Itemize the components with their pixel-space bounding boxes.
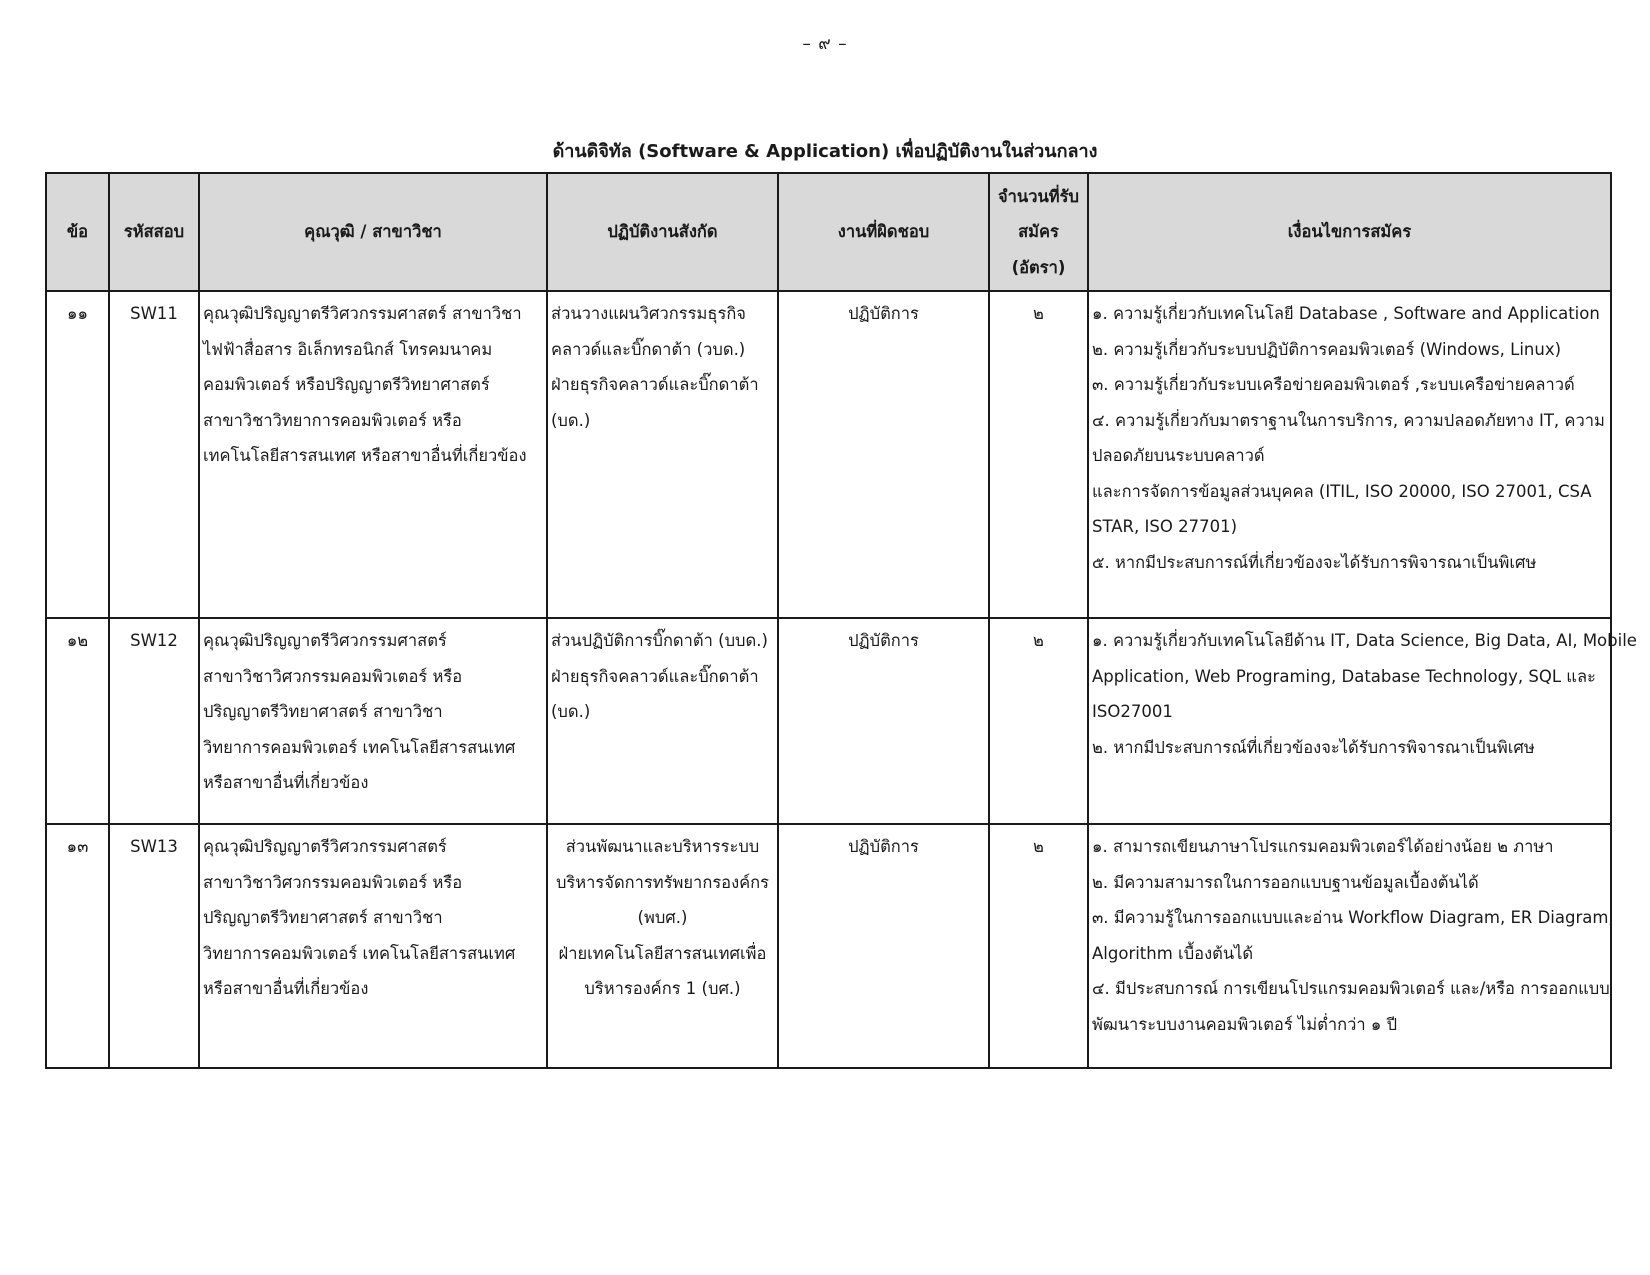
row-unit (547, 291, 778, 618)
qualification-line: ปริญญาตรีวิทยาศาสตร์ สาขาวิชา (203, 908, 443, 927)
section-title: ด้านดิจิทัล (Software & Application) เพื่อปฏิบัติงานในส่วนกลาง (552, 141, 1098, 162)
header-quota (989, 173, 1088, 291)
condition-line: ๓. ความรู้เกี่ยวกับระบบเครือข่ายคอมพิวเตอร์ ,ระบบเครือข่ายคลาวด์ (1092, 375, 1575, 394)
row-exam-code: SW13 (109, 824, 199, 1068)
condition-line: Algorithm เบื้องต้นได้ (1092, 943, 1254, 963)
row-duty: ปฏิบัติการ (778, 618, 989, 824)
qualification-line: สาขาวิชาวิศวกรรมคอมพิวเตอร์ หรือ (203, 666, 463, 686)
condition-line: ๕. หากมีประสบการณ์ที่เกี่ยวข้องจะได้รับการพิจารณาเป็นพิเศษ (1092, 552, 1537, 572)
condition-line: ๔. มีประสบการณ์ การเขียนโปรแกรมคอมพิวเตอร์ และ/หรือ การออกแบบ (1092, 979, 1610, 998)
qualification-line: หรือสาขาอื่นที่เกี่ยวข้อง (203, 979, 369, 998)
header-exam-code: รหัสสอบ (109, 173, 199, 291)
row-exam-code: SW11 (109, 291, 199, 618)
row-qualification (199, 291, 547, 618)
condition-line: ๑. ความรู้เกี่ยวกับเทคโนโลยีด้าน IT, Data Science, Big Data, AI, Mobile (1092, 631, 1637, 650)
condition-line: Application, Web Programing, Database Technology, SQL และ (1092, 666, 1596, 686)
row-conditions (1088, 824, 1614, 1068)
header-quota-line: (อัตรา) (1011, 257, 1066, 277)
unit-line: ฝ่ายธุรกิจคลาวด์และบิ๊กดาต้า (551, 666, 759, 686)
condition-line: ๒. ความรู้เกี่ยวกับระบบปฏิบัติการคอมพิวเตอร์ (Windows, Linux) (1092, 339, 1562, 359)
unit-line: บริหารจัดการทรัพยากรองค์กร (555, 872, 770, 892)
condition-line: ปลอดภัยบนระบบคลาวด์ (1092, 446, 1265, 465)
condition-line: ๒. มีความสามารถในการออกแบบฐานข้อมูลเบื้องต้นได้ (1092, 872, 1479, 892)
unit-line: คลาวด์และบิ๊กดาต้า (วบด.) (551, 339, 746, 359)
recruitment-table (45, 172, 1637, 1069)
qualification-line: คุณวุฒิปริญญาตรีวิศวกรรมศาสตร์ (203, 631, 447, 650)
unit-line: ฝ่ายธุรกิจคลาวด์และบิ๊กดาต้า (551, 375, 759, 394)
condition-line: พัฒนาระบบงานคอมพิวเตอร์ ไม่ต่ำกว่า ๑ ปี (1092, 1014, 1398, 1034)
condition-line: ๓. มีความรู้ในการออกแบบและอ่าน Workflow Diagram, ER Diagram, (1092, 908, 1614, 927)
row-unit (547, 824, 778, 1068)
table-row (46, 291, 1611, 618)
qualification-line: หรือสาขาอื่นที่เกี่ยวข้อง (203, 773, 369, 792)
row-quota: ๒ (989, 291, 1088, 618)
unit-line: ฝ่ายเทคโนโลยีสารสนเทศเพื่อ (558, 943, 767, 963)
unit-line: ส่วนพัฒนาและบริหารระบบ (565, 837, 760, 856)
condition-line: ๔. ความรู้เกี่ยวกับมาตราฐานในการบริการ, ความปลอดภัยทาง IT, ความ (1092, 410, 1605, 430)
unit-line: (บด.) (551, 410, 591, 430)
qualification-line: ไฟฟ้าสื่อสาร อิเล็กทรอนิกส์ โทรคมนาคม (203, 339, 493, 359)
row-conditions (1088, 291, 1611, 618)
condition-line: ๒. หากมีประสบการณ์ที่เกี่ยวข้องจะได้รับการพิจารณาเป็นพิเศษ (1092, 737, 1535, 757)
condition-line: ISO27001 (1092, 702, 1173, 721)
unit-line: ส่วนวางแผนวิศวกรรมธุรกิจ (551, 304, 746, 323)
condition-line: ๑. ความรู้เกี่ยวกับเทคโนโลยี Database , Software and Application (1092, 304, 1600, 323)
row-duty: ปฏิบัติการ (778, 291, 989, 618)
table-row (46, 618, 1611, 824)
qualification-line: ปริญญาตรีวิทยาศาสตร์ สาขาวิชา (203, 702, 443, 721)
row-exam-code: SW12 (109, 618, 199, 824)
condition-line: และการจัดการข้อมูลส่วนบุคคล (ITIL, ISO 20000, ISO 27001, CSA (1092, 481, 1592, 501)
row-unit (547, 618, 778, 824)
qualification-line: คุณวุฒิปริญญาตรีวิศวกรรมศาสตร์ สาขาวิชา (203, 304, 522, 323)
qualification-line: คอมพิวเตอร์ หรือปริญญาตรีวิทยาศาสตร์ (203, 375, 490, 394)
table-header-row (46, 173, 1611, 291)
unit-line: บริหารองค์กร 1 (บศ.) (584, 979, 741, 998)
unit-line: ส่วนปฏิบัติการบิ๊กดาต้า (บบด.) (551, 631, 768, 650)
condition-line: ๑. สามารถเขียนภาษาโปรแกรมคอมพิวเตอร์ได้อย่างน้อย ๒ ภาษา (1092, 837, 1554, 856)
row-duty: ปฏิบัติการ (778, 824, 989, 1068)
row-quota: ๒ (989, 824, 1088, 1068)
header-unit: ปฏิบัติงานสังกัด (547, 173, 778, 291)
header-quota-line: สมัคร (1018, 222, 1059, 242)
header-no: ข้อ (46, 173, 109, 291)
table-row (46, 824, 1611, 1068)
unit-line: (บด.) (551, 702, 591, 721)
condition-line: STAR, ISO 27701) (1092, 517, 1238, 536)
header-qualification: คุณวุฒิ / สาขาวิชา (199, 173, 547, 291)
row-no: ๑๑ (46, 291, 109, 618)
qualification-line: คุณวุฒิปริญญาตรีวิศวกรรมศาสตร์ (203, 837, 447, 856)
row-conditions (1088, 618, 1637, 824)
header-conditions: เงื่อนไขการสมัคร (1088, 173, 1611, 291)
qualification-line: เทคโนโลยีสารสนเทศ หรือสาขาอื่นที่เกี่ยวข้อง (203, 446, 527, 465)
row-no: ๑๒ (46, 618, 109, 824)
page-number: – ๙ – (802, 34, 848, 54)
qualification-line: สาขาวิชาวิทยาการคอมพิวเตอร์ หรือ (203, 410, 462, 430)
qualification-line: วิทยาการคอมพิวเตอร์ เทคโนโลยีสารสนเทศ (203, 943, 516, 963)
qualification-line: วิทยาการคอมพิวเตอร์ เทคโนโลยีสารสนเทศ (203, 737, 516, 757)
qualification-line: สาขาวิชาวิศวกรรมคอมพิวเตอร์ หรือ (203, 872, 463, 892)
row-quota: ๒ (989, 618, 1088, 824)
header-quota-line: จำนวนที่รับ (998, 186, 1079, 206)
row-qualification (199, 824, 547, 1068)
row-no: ๑๓ (46, 824, 109, 1068)
row-qualification (199, 618, 547, 824)
header-duty: งานที่ผิดชอบ (778, 173, 989, 291)
unit-line: (พบศ.) (637, 908, 688, 927)
